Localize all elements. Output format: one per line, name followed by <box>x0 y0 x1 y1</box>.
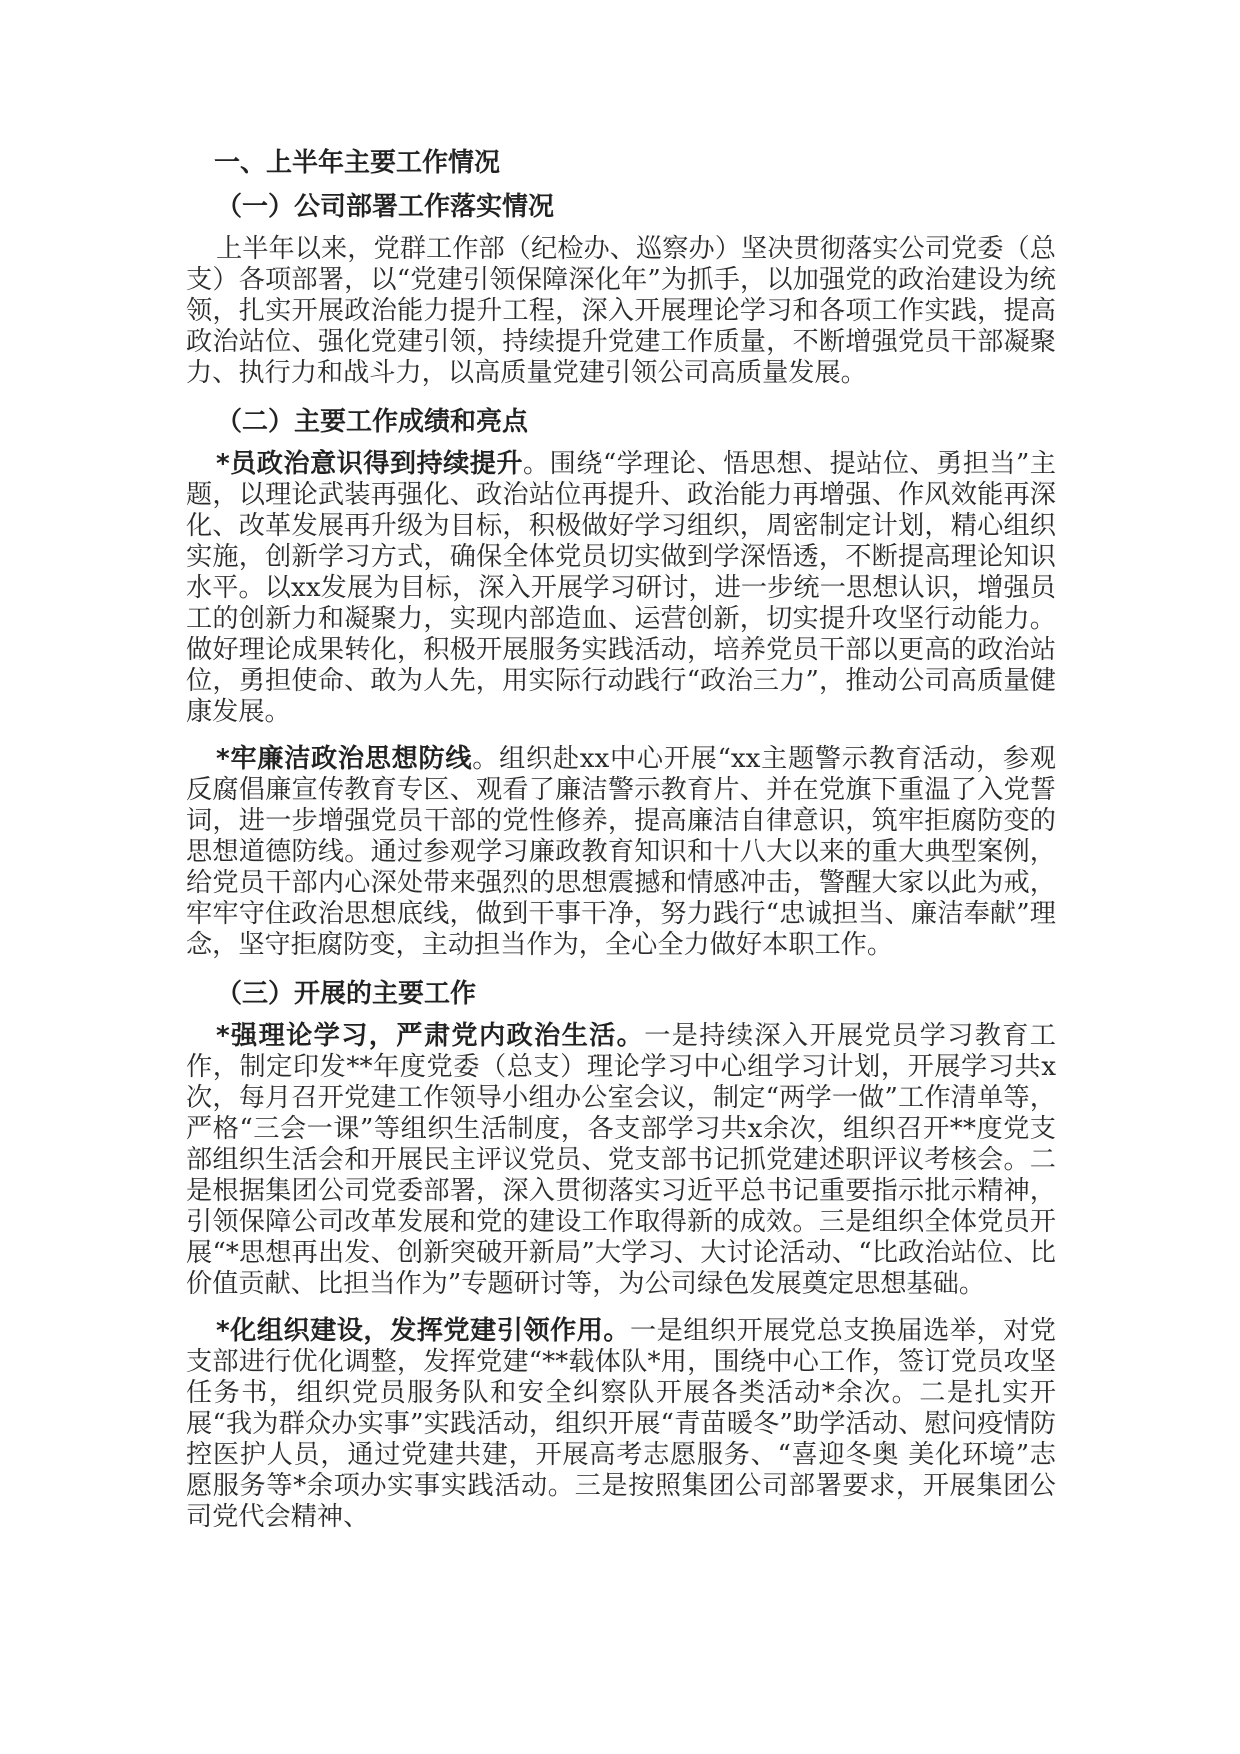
section3-title: （三）开展的主要工作 <box>216 979 477 1009</box>
paragraph-text: 。组织赴xx中心开展“xx主题警示教育活动，参观反腐倡廉宣传教育专区、观看了廉洁警示教育片、并在党旗下重温了入党誓词，进一步增强党员干部的党性修养，提高廉洁自律意识，筑牢拒腐防变的思想道德防线。通过参观学习廉政教育知识和十八大以来的重大典型案例，给党员干部内心深处带来强烈的思想震撼和情感冲击，警醒大家以此为戒，牢牢守住政治思想底线，做到干事干净，努力践行“忠诚担当、廉洁奉献”理念，坚守拒腐防变，主动担当作为，全心全力做好本职工作。 <box>186 744 1056 960</box>
paragraph-text: 一是组织开展党总支换届选举，对党支部进行优化调整，发挥党建“**载体队*用，围绕中心工作，签订党员攻坚任务书，组织党员服务队和安全纠察队开展各类活动*余次。二是扎实开展“我为群众办实事”实践活动，组织开展“青苗暖冬”助学活动、慰问疫情防控医护人员，通过党建共建，开展高考志愿服务、“喜迎冬奥 美化环境”志愿服务等*余项办实事实践活动。三是按照集团公司部署要求，开展集团公司党代会精神、 <box>186 1316 1056 1532</box>
paragraph-lead: *化组织建设，发挥党建引领作用。 <box>216 1316 630 1346</box>
section2-paragraph-1 <box>186 449 1056 728</box>
heading-main: 一、上半年主要工作情况 <box>214 148 501 178</box>
paragraph-lead: *强理论学习，严肃党内政治生活。 <box>216 1021 645 1051</box>
section2-title: （二）主要工作成绩和亮点 <box>216 407 529 437</box>
section3-paragraph-2 <box>186 1316 1056 1533</box>
paragraph-lead: *牢廉洁政治思想防线 <box>216 744 473 774</box>
paragraph-lead: *员政治意识得到持续提升 <box>216 449 523 479</box>
section3-paragraph-1 <box>186 1021 1056 1300</box>
paragraph-text: 。围绕“学理论、悟思想、提站位、勇担当”主题，以理论武装再强化、政治站位再提升、政治能力再增强、作风效能再深化、改革发展再升级为目标，积极做好学习组织，周密制定计划，精心组织实施，创新学习方式，确保全体党员切实做到学深悟透，不断提高理论知识水平。以xx发展为目标，深入开展学习研讨，进一步统一思想认识，增强员工的创新力和凝聚力，实现内部造血、运营创新，切实提升攻坚行动能力。做好理论成果转化，积极开展服务实践活动，培养党员干部以更高的政治站位，勇担使命、敢为人先，用实际行动践行“政治三力”，推动公司高质量健康发展。 <box>186 449 1056 727</box>
section1-title: （一）公司部署工作落实情况 <box>216 192 555 222</box>
section2-paragraph-2 <box>186 744 1056 961</box>
section1-paragraph <box>186 234 1056 389</box>
paragraph-text: 上半年以来，党群工作部（纪检办、巡察办）坚决贯彻落实公司党委（总支）各项部署，以“党建引领保障深化年”为抓手，以加强党的政治建设为统领，扎实开展政治能力提升工程，深入开展理论学习和各项工作实践，提高政治站位、强化党建引领，持续提升党建工作质量，不断增强党员干部凝聚力、执行力和战斗力，以高质量党建引领公司高质量发展。 <box>186 234 1056 388</box>
paragraph-text: 一是持续深入开展党员学习教育工作，制定印发**年度党委（总支）理论学习中心组学习计划，开展学习共x次，每月召开党建工作领导小组办公室会议，制定“两学一做”工作清单等，严格“三会一课”等组织生活制度，各支部学习共x余次，组织召开**度党支部组织生活会和开展民主评议党员、党支部书记抓党建述职评议考核会。二是根据集团公司党委部署，深入贯彻落实习近平总书记重要指示批示精神，引领保障公司改革发展和党的建设工作取得新的成效。三是组织全体党员开展“*思想再出发、创新突破开新局”大学习、大讨论活动、“比政治站位、比价值贡献、比担当作为”专题研讨等，为公司绿色发展奠定思想基础。 <box>186 1021 1056 1299</box>
document-page <box>186 146 1056 1549</box>
